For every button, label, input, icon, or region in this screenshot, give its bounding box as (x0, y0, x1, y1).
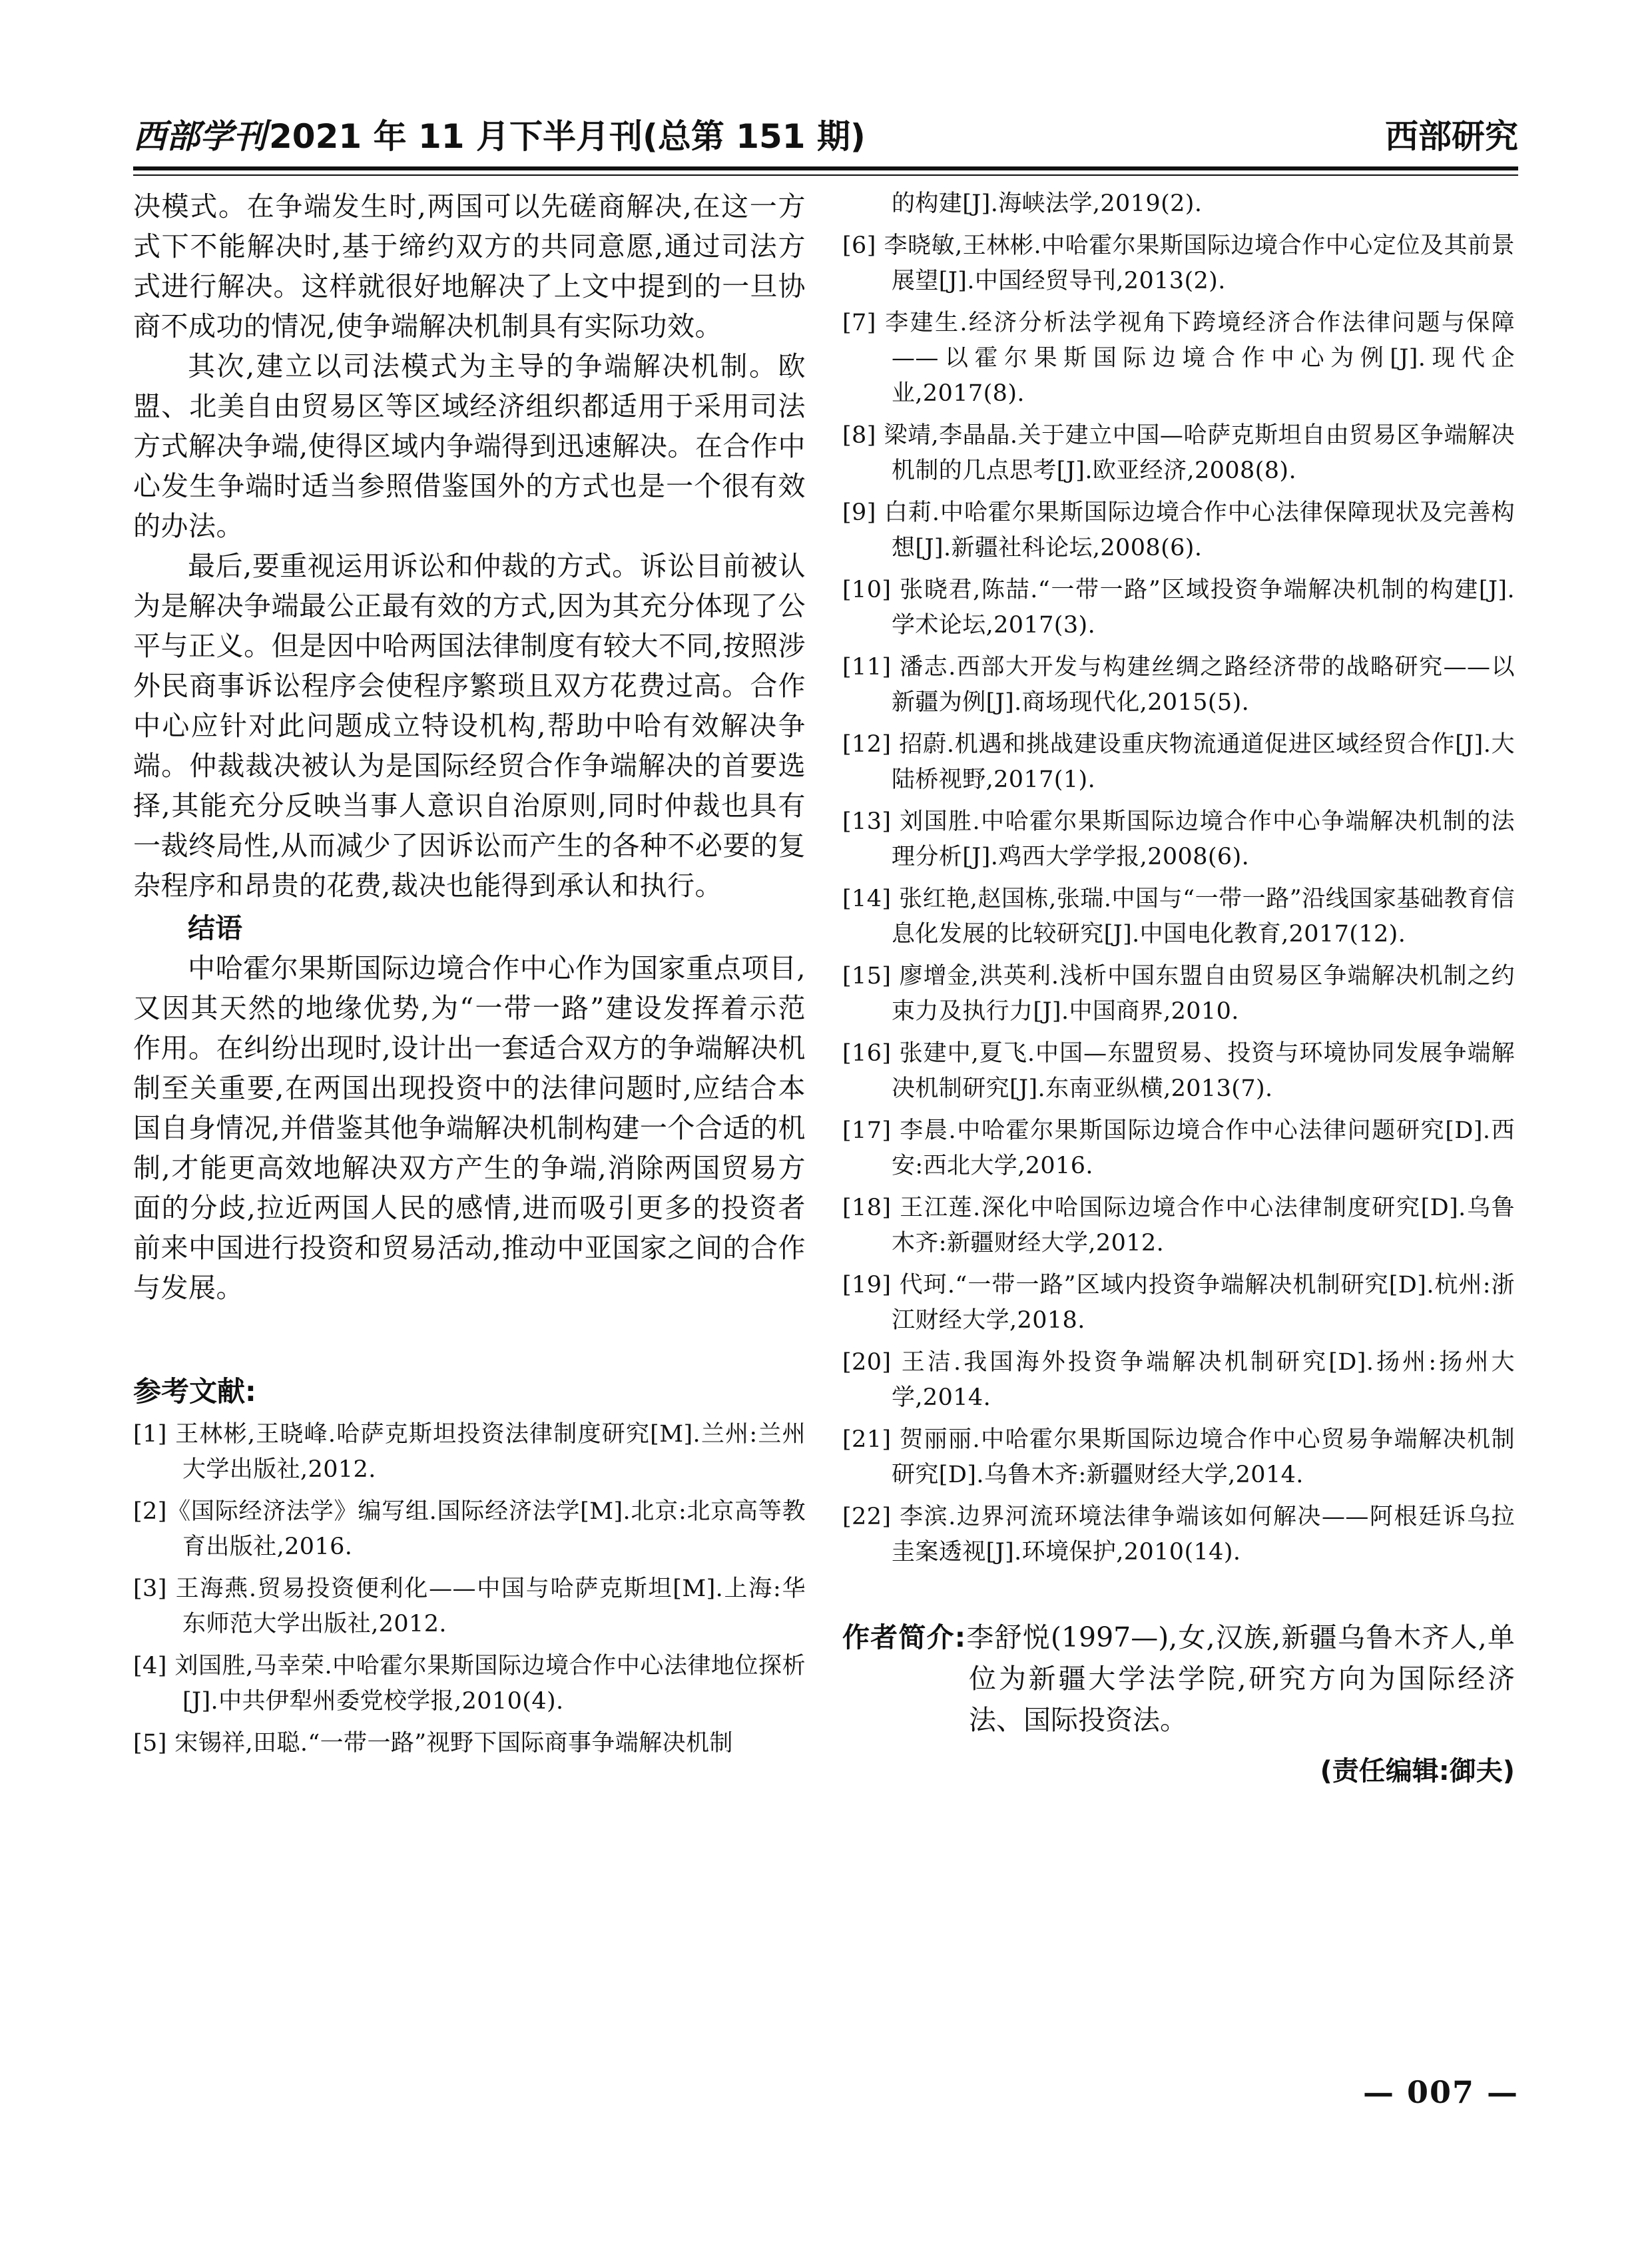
header-rule-thick (133, 166, 1518, 170)
header-left (133, 110, 866, 158)
reference-item-continued: 的构建[J].海峡法学,2019(2). (892, 190, 1203, 217)
references-list-left (133, 1417, 806, 1761)
reference-item: [5] 宋锡祥,田聪.“一带一路”视野下国际商事争端解决机制 (133, 1730, 733, 1757)
reference-item: [14] 张红艳,赵国栋,张瑞.中国与“一带一路”沿线国家基础教育信息化发展的比较研究[J].中国电化教育,2017(12). (842, 886, 1515, 948)
reference-item: [18] 王江莲.深化中哈国际边境合作中心法律制度研究[D].乌鲁木齐:新疆财经大学,2012. (842, 1195, 1515, 1257)
reference-item: [16] 张建中,夏飞.中国—东盟贸易、投资与环境协同发展争端解决机制研究[J].东南亚纵横,2013(7). (842, 1040, 1515, 1102)
reference-item: [8] 梁靖,李晶晶.关于建立中国—哈萨克斯坦自由贸易区争端解决机制的几点思考[J].欧亚经济,2008(8). (842, 422, 1515, 484)
reference-item: [13] 刘国胜.中哈霍尔果斯国际边境合作中心争端解决机制的法理分析[J].鸡西大学学报,2008(6). (842, 808, 1515, 870)
conclusion-heading: 结语 (188, 912, 242, 944)
references-heading: 参考文献: (133, 1375, 256, 1408)
reference-item: [3] 王海燕.贸易投资便利化——中国与哈萨克斯坦[M].上海:华东师范大学出版社,2012. (133, 1575, 806, 1637)
right-column (842, 186, 1515, 1788)
section-name: 西部研究 (1385, 117, 1518, 156)
conclusion-paragraph: 中哈霍尔果斯国际边境合作中心作为国家重点项目,又因其天然的地缘优势,为“一带一路”建设发挥着示范作用。在纠纷出现时,设计出一套适合双方的争端解决机制至关重要,在两国出现投资中的法律问题时,应结合本国自身情况,并借鉴其他争端解决机制构建一个合适的机制,才能更高效地解决双方产生的争端,消除两国贸易方面的分歧,拉近两国人民的感情,进而吸引更多的投资者前来中国进行投资和贸易活动,推动中亚国家之间的合作与发展。 (133, 952, 806, 1304)
issue-info: 2021 年 11 月下半月刊(总第 151 期) (269, 117, 866, 156)
journal-logo: 西部学刊 (133, 117, 266, 156)
reference-item: [11] 潘志.西部大开发与构建丝绸之路经济带的战略研究——以新疆为例[J].商场现代化,2015(5). (842, 654, 1515, 716)
reference-item: [2]《国际经济法学》编写组.国际经济法学[M].北京:北京高等教育出版社,2016. (133, 1498, 806, 1560)
reference-item: [15] 廖增金,洪英利.浅析中国东盟自由贸易区争端解决机制之约束力及执行力[J].中国商界,2010. (842, 963, 1515, 1025)
reference-item: [4] 刘国胜,马幸荣.中哈霍尔果斯国际边境合作中心法律地位探析[J].中共伊犁州委党校学报,2010(4). (133, 1653, 806, 1715)
reference-item: [6] 李晓敏,王林彬.中哈霍尔果斯国际边境合作中心定位及其前景展望[J].中国经贸导刊,2013(2). (842, 232, 1515, 294)
page-number: — 007 — (1362, 2074, 1519, 2110)
body-paragraph: 决模式。在争端发生时,两国可以先磋商解决,在这一方式下不能解决时,基于缔约双方的共同意愿,通过司法方式进行解决。这样就很好地解决了上文中提到的一旦协商不成功的情况,使争端解决机制具有实际功效。 (133, 190, 806, 342)
body-paragraph: 其次,建立以司法模式为主导的争端解决机制。欧盟、北美自由贸易区等区域经济组织都适用于采用司法方式解决争端,使得区域内争端得到迅速解决。在合作中心发生争端时适当参照借鉴国外的方式也是一个很有效的办法。 (133, 350, 806, 542)
reference-item: [9] 白莉.中哈霍尔果斯国际边境合作中心法律保障现状及完善构想[J].新疆社科论坛,2008(6). (842, 499, 1515, 561)
reference-item: [19] 代珂.“一带一路”区域内投资争端解决机制研究[D].杭州:浙江财经大学,2018. (842, 1272, 1515, 1334)
reference-item: [17] 李晨.中哈霍尔果斯国际边境合作中心法律问题研究[D].西安:西北大学,2016. (842, 1117, 1515, 1179)
reference-item: [20] 王洁.我国海外投资争端解决机制研究[D].扬州:扬州大学,2014. (842, 1349, 1515, 1411)
header-rule-thin (133, 174, 1518, 176)
left-column (133, 186, 806, 1768)
reference-item: [21] 贺丽丽.中哈霍尔果斯国际边境合作中心贸易争端解决机制研究[D].乌鲁木齐:新疆财经大学,2014. (842, 1426, 1515, 1488)
reference-item: [22] 李滨.边界河流环境法律争端该如何解决——阿根廷诉乌拉圭案透视[J].环境保护,2010(14). (842, 1504, 1515, 1565)
page-header (133, 110, 1518, 156)
author-intro (842, 1617, 1515, 1741)
reference-item: [10] 张晓君,陈喆.“一带一路”区域投资争端解决机制的构建[J].学术论坛,2017(3). (842, 577, 1515, 639)
reference-item: [1] 王林彬,王晓峰.哈萨克斯坦投资法律制度研究[M].兰州:兰州大学出版社,2012. (133, 1421, 806, 1483)
editor-credit: (责任编辑:御夫) (1320, 1756, 1515, 1787)
author-intro-text: 李舒悦(1997—),女,汉族,新疆乌鲁木齐人,单位为新疆大学法学院,研究方向为国际经济法、国际投资法。 (965, 1621, 1515, 1736)
reference-item: [12] 招蔚.机遇和挑战建设重庆物流通道促进区域经贸合作[J].大陆桥视野,2017(1). (842, 731, 1515, 793)
reference-item: [7] 李建生.经济分析法学视角下跨境经济合作法律问题与保障——以霍尔果斯国际边境合作中心为例[J].现代企业,2017(8). (842, 310, 1515, 407)
author-intro-label: 作者简介: (842, 1621, 966, 1653)
body-paragraph: 最后,要重视运用诉讼和仲裁的方式。诉讼目前被认为是解决争端最公正最有效的方式,因为其充分体现了公平与正义。但是因中哈两国法律制度有较大不同,按照涉外民商事诉讼程序会使程序繁琐且双方花费过高。合作中心应针对此问题成立特设机构,帮助中哈有效解决争端。仲裁裁决被认为是国际经贸合作争端解决的首要选择,其能充分反映当事人意识自治原则,同时仲裁也具有一裁终局性,从而减少了因诉讼而产生的各种不必要的复杂程序和昂贵的花费,裁决也能得到承认和执行。 (133, 550, 806, 902)
references-list-right (842, 186, 1515, 1570)
